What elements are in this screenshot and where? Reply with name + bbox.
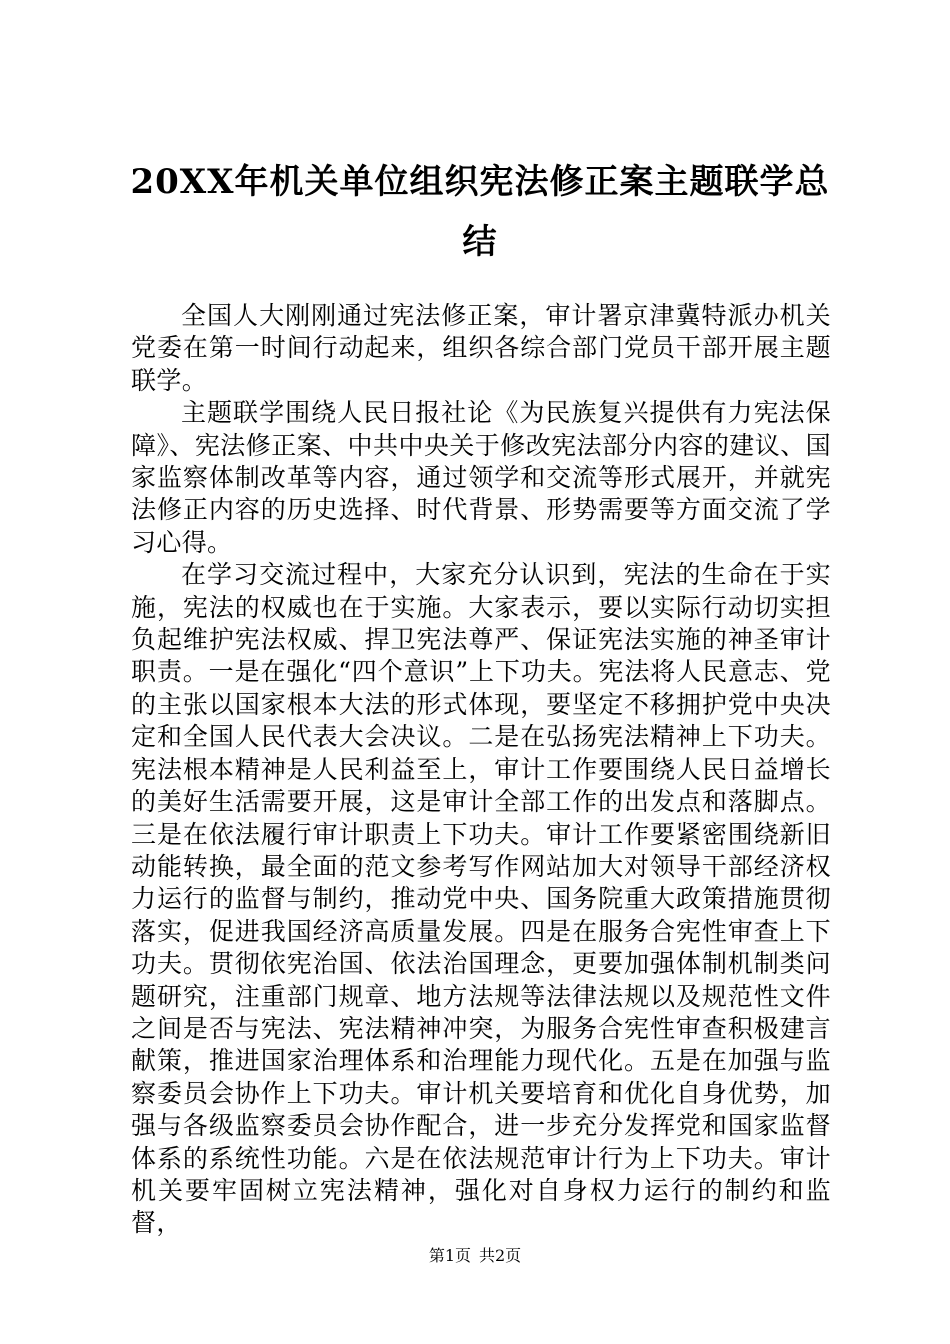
- paragraph-topics: 主题联学围绕人民日报社论《为民族复兴提供有力宪法保障》、宪法修正案、中共中央关于修改宪法部分内容的建议、国家监察体制改革等内容，通过领学和交流等形式展开，并就宪法修正内容的历史选择、时代背景、形势需要等方面交流了学习心得。: [131, 398, 831, 557]
- document-body: [131, 300, 831, 1240]
- page-number: 第1页: [428, 1246, 471, 1265]
- paragraph-intro: 全国人大刚刚通过宪法修正案，审计署京津冀特派办机关党委在第一时间行动起来，组织各综合部门党员干部开展主题联学。: [131, 301, 831, 395]
- paragraph-discussion: 在学习交流过程中，大家充分认识到，宪法的生命在于实施，宪法的权威也在于实施。大家表示，要以实际行动切实担负起维护宪法权威、捍卫宪法尊严、保证宪法实施的神圣审计职责。一是在强化“四个意识”上下功夫。宪法将人民意志、党的主张以国家根本大法的形式体现，要坚定不移拥护党中央决定和全国人民代表大会决议。二是在弘扬宪法精神上下功夫。宪法根本精神是人民利益至上，审计工作要围绕人民日益增长的美好生活需要开展，这是审计全部工作的出发点和落脚点。三是在依法履行审计职责上下功夫。审计工作要紧密围绕新旧动能转换，最全面的范文参考写作网站加大对领导干部经济权力运行的监督与制约，推动党中央、国务院重大政策措施贯彻落实，促进我国经济高质量发展。四是在服务合宪性审查上下功夫。贯彻依宪治国、依法治国理念，更要加强体制机制类问题研究，注重部门规章、地方法规等法律法规以及规范性文件之间是否与宪法、宪法精神冲突，为服务合宪性审查积极建言献策，推进国家治理体系和治理能力现代化。五是在加强与监察委员会协作上下功夫。审计机关要培育和优化自身优势，加强与各级监察委员会协作配合，进一步充分发挥党和国家监督体系的系统性功能。六是在依法规范审计行为上下功夫。审计机关要牢固树立宪法精神，强化对自身权力运行的制约和监督，: [131, 560, 831, 1238]
- document-title-line-1: 20XX年机关单位组织宪法修正案主题联学总: [130, 162, 830, 202]
- page-count: 共2页: [479, 1246, 522, 1265]
- page-footer: [0, 1246, 950, 1266]
- document-title-line-2: 结: [462, 222, 498, 262]
